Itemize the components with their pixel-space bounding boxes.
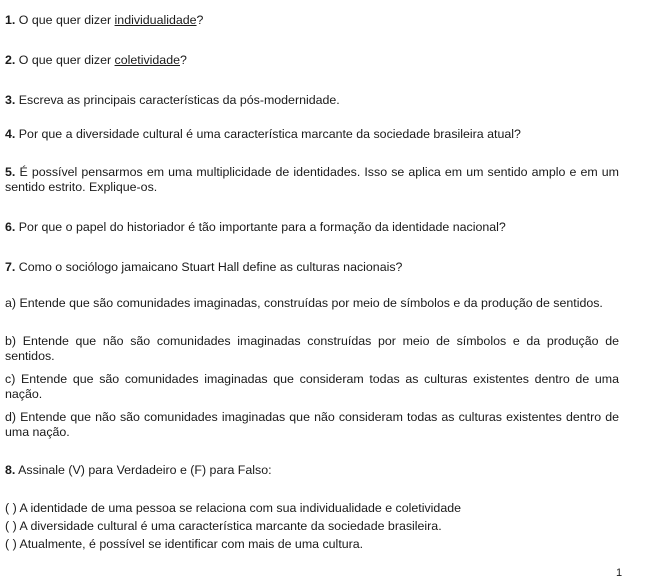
question-number: 8. [5,463,16,477]
question-number: 7. [5,260,16,274]
option-a: a) Entende que são comunidades imaginadas, construídas por meio de símbolos e da produção de sentidos. [5,296,603,310]
question-number: 3. [5,93,16,107]
question-8 [5,463,619,478]
question-number: 4. [5,127,16,141]
question-text: É possível pensarmos em uma multiplicidade de identidades. Isso se aplica em um sentido amplo e em um sentido estrito. Explique-os. [5,165,620,194]
question-text: Por que o papel do historiador é tão importante para a formação da identidade nacional? [18,220,506,234]
question-text: O que quer dizer [18,13,115,27]
question-punct: ? [180,53,187,67]
question-text: Como o sociólogo jamaicano Stuart Hall define as culturas nacionais? [18,260,403,274]
question-number: 5. [5,165,16,179]
underlined-term: individualidade [114,13,197,27]
true-false-item: ( ) A identidade de uma pessoa se relaciona com sua individualidade e coletividade [5,501,461,515]
underlined-term: coletividade [114,53,180,67]
question-1 [5,13,619,28]
question-5 [5,165,619,195]
question-text: O que quer dizer [18,53,115,67]
true-false-item: ( ) A diversidade cultural é uma característica marcante da sociedade brasileira. [5,519,442,533]
question-text: Escreva as principais características da pós-modernidade. [18,93,340,107]
page-number: 1 [616,567,623,579]
question-number: 1. [5,13,16,27]
question-number: 6. [5,220,16,234]
true-false-item: ( ) Atualmente, é possível se identificar com mais de uma cultura. [5,537,364,551]
option-d: d) Entende que não são comunidades imaginadas que não consideram todas as culturas existentes dentro de uma nação. [5,410,619,439]
question-3 [5,93,619,108]
question-4 [5,127,619,142]
question-text: Por que a diversidade cultural é uma característica marcante da sociedade brasileira atual? [18,127,521,141]
question-6 [5,220,619,235]
option-b: b) Entende que não são comunidades imaginadas construídas por meio de símbolos e da produção de sentidos. [5,334,619,363]
question-number: 2. [5,53,16,67]
option-c: c) Entende que são comunidades imaginadas que consideram todas as culturas existentes dentro de uma nação. [5,372,619,401]
question-text: Assinale (V) para Verdadeiro e (F) para Falso: [18,463,272,477]
question-7 [5,260,619,275]
question-2 [5,53,619,68]
question-punct: ? [196,13,204,27]
